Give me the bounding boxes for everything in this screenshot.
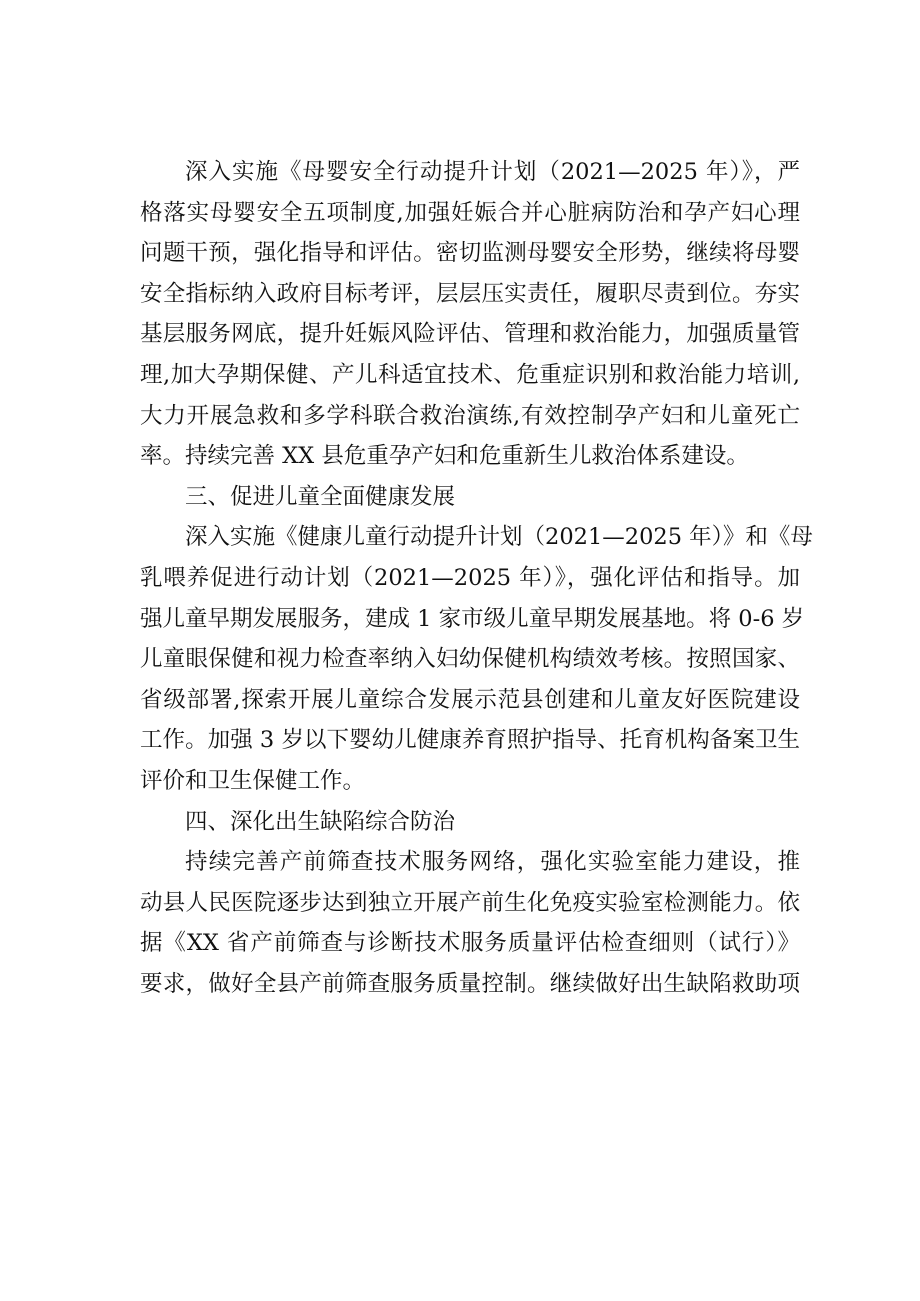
paragraph-line: 持续完善产前筛查技术服务网络，强化实验室能力建设，推 <box>185 849 800 876</box>
paragraph-children-health <box>140 517 813 801</box>
document-body <box>140 152 813 1004</box>
paragraph-line: 要求，做好全县产前筛查服务质量控制。继续做好出生缺陷救助项 <box>140 970 800 997</box>
paragraph-line: 省级部署,探索开展儿童综合发展示范县创建和儿童友好医院建设 <box>140 686 800 713</box>
paragraph-line: 率。持续完善 XX 县危重孕产妇和危重新生儿救治体系建设。 <box>140 443 749 470</box>
paragraph-line: 深入实施《母婴安全行动提升计划（2021—2025 年）》，严 <box>185 159 800 185</box>
paragraph-line: 强儿童早期发展服务，建成 1 家市级儿童早期发展基地。将 0-6 岁 <box>140 605 805 632</box>
paragraph-line: 基层服务网底，提升妊娠风险评估、管理和救治能力，加强质量管 <box>140 321 800 348</box>
section-heading-birth-defects: 四、深化出生缺陷综合防治 <box>185 808 456 835</box>
paragraph-line: 大力开展急救和多学科联合救治演练,有效控制孕产妇和儿童死亡 <box>140 402 800 429</box>
paragraph-line: 乳喂养促进行动计划（2021—2025 年）》，强化评估和指导。加 <box>140 564 800 591</box>
section-heading-children-health: 三、促进儿童全面健康发展 <box>185 483 456 510</box>
paragraph-line: 儿童眼保健和视力检查率纳入妇幼保健机构绩效考核。按照国家、 <box>140 646 800 673</box>
paragraph-line: 格落实母婴安全五项制度,加强妊娠合并心脏病防治和孕产妇心理 <box>140 199 800 226</box>
paragraph-line: 理,加大孕期保健、产儿科适宜技术、危重症识别和救治能力培训, <box>140 361 800 388</box>
paragraph-line: 工作。加强 3 岁以下婴幼儿健康养育照护指导、托育机构备案卫生 <box>140 727 800 754</box>
paragraph-line: 据《XX 省产前筛查与诊断技术服务质量评估检查细则（试行）》 <box>140 930 800 957</box>
paragraph-line: 安全指标纳入政府目标考评，层层压实责任，履职尽责到位。夯实 <box>140 280 800 307</box>
paragraph-line: 问题干预，强化指导和评估。密切监测母婴安全形势，继续将母婴 <box>140 240 800 267</box>
paragraph-line: 评价和卫生保健工作。 <box>140 767 366 794</box>
paragraph-line: 动县人民医院逐步达到独立开展产前生化免疫实验室检测能力。依 <box>140 889 800 916</box>
paragraph-birth-defects <box>140 842 800 1004</box>
paragraph-line: 深入实施《健康儿童行动提升计划（2021—2025 年）》和《母 <box>185 524 813 551</box>
paragraph-maternal-safety <box>140 152 800 477</box>
